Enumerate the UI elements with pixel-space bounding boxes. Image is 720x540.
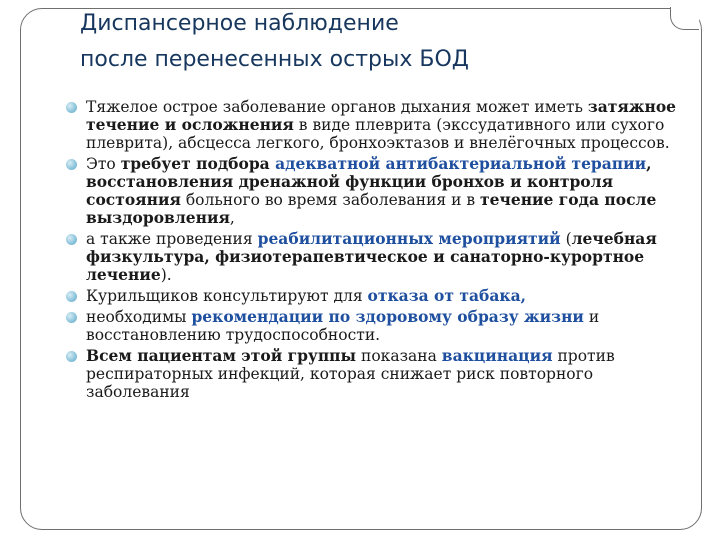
bullet-item <box>66 155 691 227</box>
bullet-list <box>66 98 691 404</box>
bullet-dot-icon <box>66 102 77 113</box>
bullet-text-segment: реабилитационных мероприятий <box>257 229 561 248</box>
slide-title-line-1: Диспансерное наблюдение <box>80 11 399 36</box>
bullet-dot-icon <box>66 351 77 362</box>
bullet-text-segment: ). <box>160 266 172 284</box>
slide-title <box>80 6 469 78</box>
bullet-dot-icon <box>66 312 77 323</box>
bullet-dot-icon <box>66 159 77 170</box>
bullet-item <box>66 287 691 305</box>
bullet-text-segment: Это <box>86 155 121 173</box>
bullet-text-segment: рекомендации по здоровому образу жизни <box>191 307 584 326</box>
bullet-text-segment: требует подбора <box>120 154 276 173</box>
bullet-item <box>66 230 691 284</box>
bullet-text-segment: лечебная физкультура, физиотерапевтическое и санаторно-курортное лечение <box>86 229 657 284</box>
bullet-text-segment: необходимы <box>86 308 192 326</box>
bullet-text-segment: течение года после выздоровления <box>86 190 657 227</box>
bullet-text-segment: отказа от табака, <box>367 286 527 305</box>
bullet-text-segment: , <box>229 209 235 227</box>
bullet-text-segment: адекватной антибактериальной терапии <box>275 154 647 173</box>
bullet-item <box>66 308 691 344</box>
bullet-text-segment: вакцинация <box>441 346 553 365</box>
bullet-text-segment: показана <box>356 347 442 365</box>
bullet-item <box>66 98 691 152</box>
bullet-text-segment: затяжное течение и осложнения <box>86 97 677 134</box>
bullet-text-segment: Всем пациентам этой группы <box>86 346 357 365</box>
bullet-text-segment: в виде плеврита (экссудативного или сухого плеврита), абсцесса легкого, бронхоэктазов и внелёгочных процессов. <box>86 116 670 152</box>
frame-corner-notch <box>670 7 699 30</box>
bullet-text-segment: а также проведения <box>86 230 258 248</box>
bullet-dot-icon <box>66 291 77 302</box>
bullet-text-segment: и восстановлению трудоспособности. <box>86 308 600 344</box>
slide-title-line-2: после перенесенных острых БОД <box>80 47 469 72</box>
bullet-text-segment: Тяжелое острое заболевание органов дыхания может иметь <box>86 98 588 116</box>
bullet-text-segment: против респираторных инфекций, которая снижает риск повторного заболевания <box>86 347 615 401</box>
bullet-text-segment: , восстановления дренажной функции бронхов и контроля состояния <box>86 154 652 209</box>
bullet-text-segment: ( <box>560 230 572 248</box>
bullet-item <box>66 347 691 401</box>
bullet-dot-icon <box>66 234 77 245</box>
bullet-text-segment: Курильщиков консультируют для <box>86 287 368 305</box>
bullet-text-segment: больного во время заболевания и в <box>180 191 481 209</box>
